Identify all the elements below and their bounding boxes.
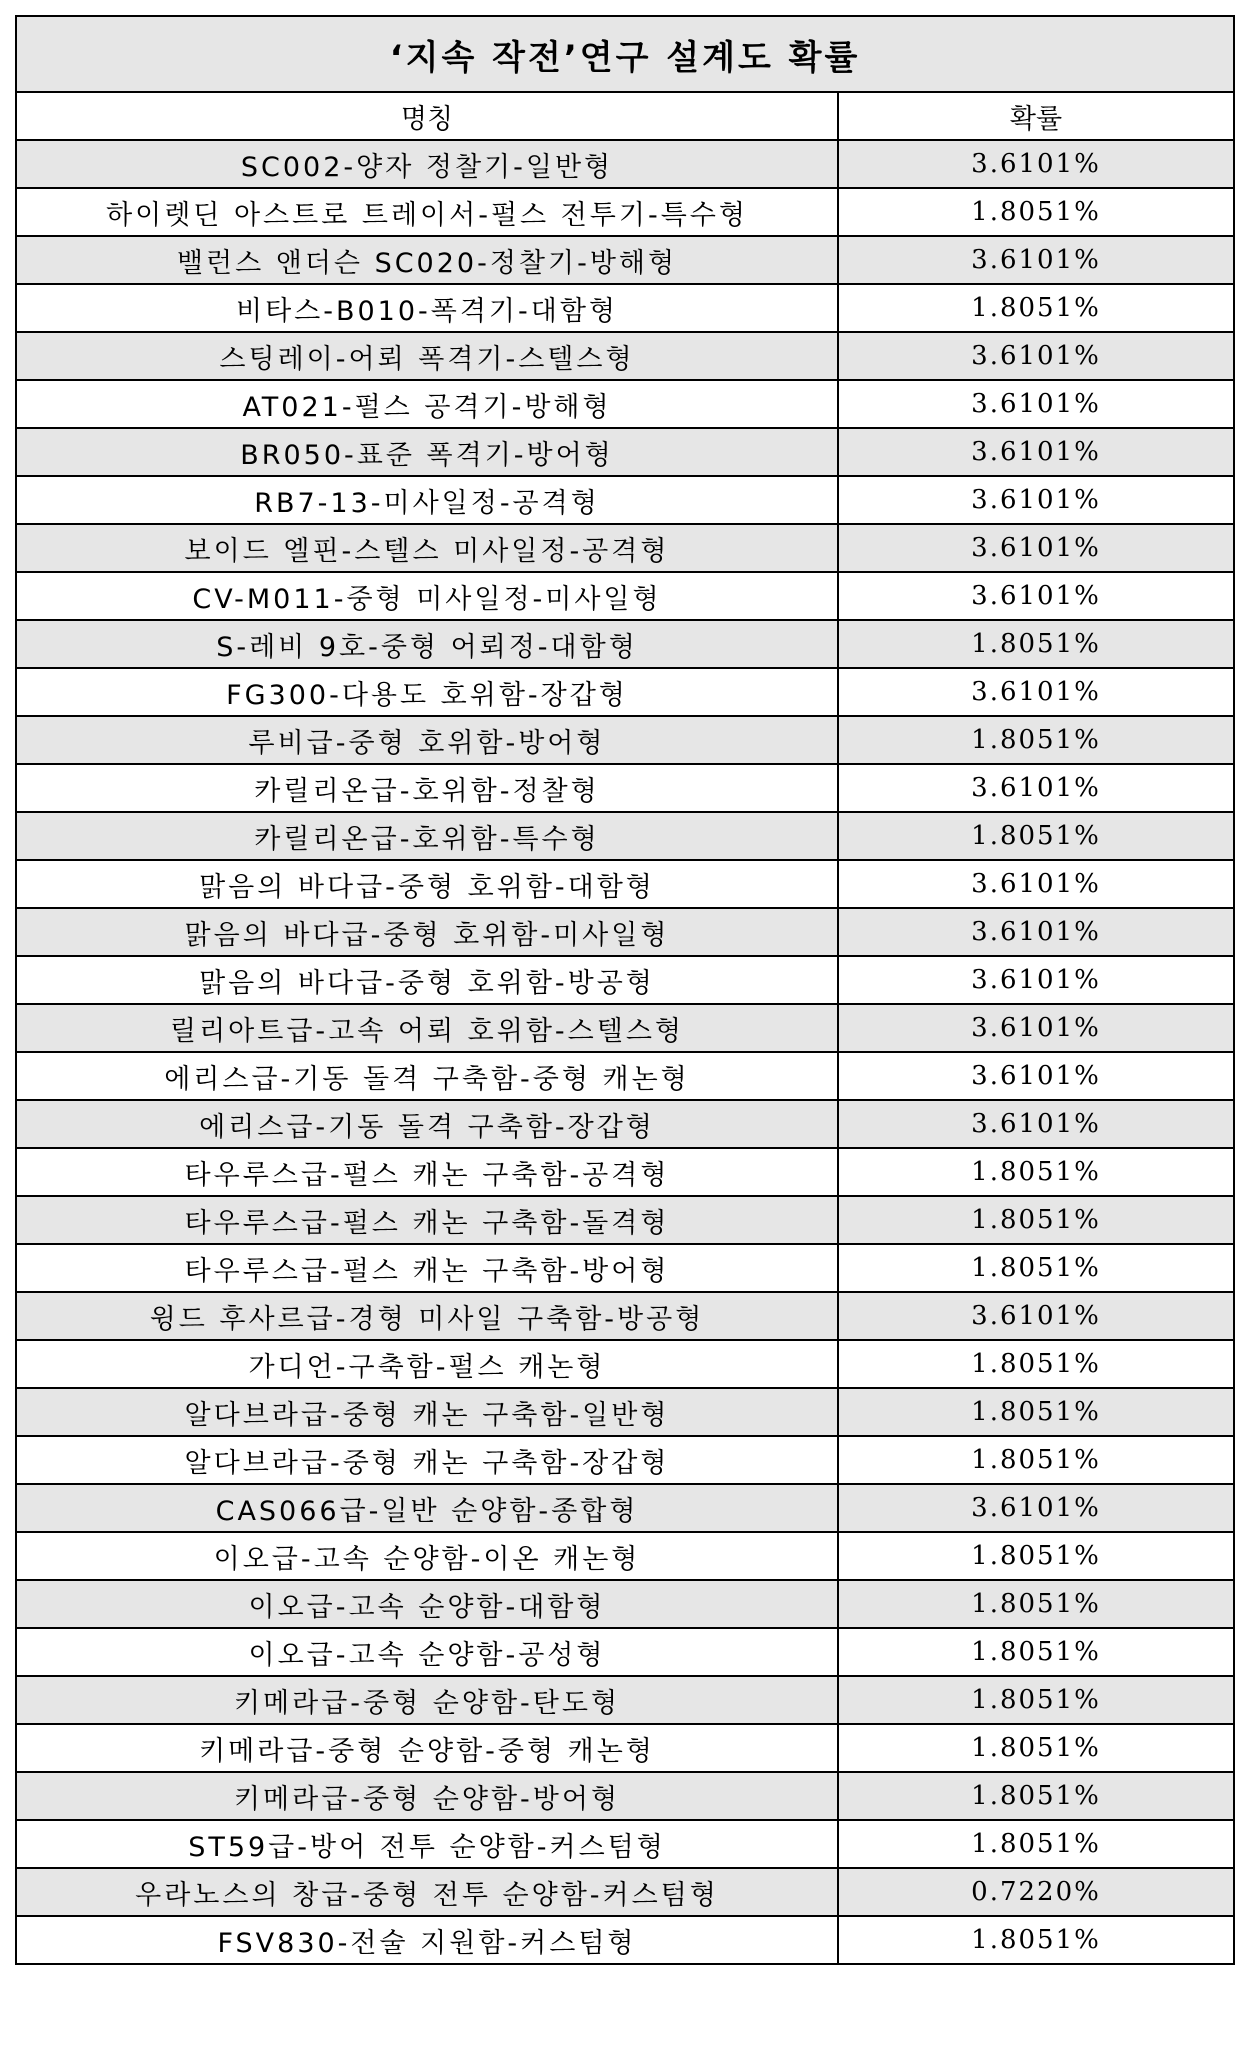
blueprint-probability-table	[15, 15, 1235, 1965]
probability-cell: 3.6101%	[838, 956, 1234, 1004]
table-row	[16, 476, 1234, 524]
blueprint-name-cell: 카릴리온급-호위함-정찰형	[16, 764, 838, 812]
probability-cell: 1.8051%	[838, 1340, 1234, 1388]
blueprint-name-cell: 스팅레이-어뢰 폭격기-스텔스형	[16, 332, 838, 380]
table-row	[16, 140, 1234, 188]
table-row	[16, 1676, 1234, 1724]
blueprint-name-cell: 에리스급-기동 돌격 구축함-장갑형	[16, 1100, 838, 1148]
blueprint-name-cell: SC002-양자 정찰기-일반형	[16, 140, 838, 188]
blueprint-name-cell: 에리스급-기동 돌격 구축함-중형 캐논형	[16, 1052, 838, 1100]
header-row	[16, 92, 1234, 140]
blueprint-name-cell: 윙드 후사르급-경형 미사일 구축함-방공형	[16, 1292, 838, 1340]
probability-cell: 1.8051%	[838, 284, 1234, 332]
table-row	[16, 1388, 1234, 1436]
blueprint-name-cell: CV-M011-중형 미사일정-미사일형	[16, 572, 838, 620]
blueprint-name-cell: S-레비 9호-중형 어뢰정-대함형	[16, 620, 838, 668]
blueprint-name-cell: 루비급-중형 호위함-방어형	[16, 716, 838, 764]
table-row	[16, 1532, 1234, 1580]
probability-cell: 1.8051%	[838, 1820, 1234, 1868]
table-row	[16, 1820, 1234, 1868]
table-row	[16, 668, 1234, 716]
table-row	[16, 716, 1234, 764]
probability-cell: 1.8051%	[838, 1580, 1234, 1628]
blueprint-name-cell: 키메라급-중형 순양함-방어형	[16, 1772, 838, 1820]
blueprint-name-cell: 맑음의 바다급-중형 호위함-미사일형	[16, 908, 838, 956]
probability-cell: 3.6101%	[838, 1484, 1234, 1532]
table-row	[16, 284, 1234, 332]
table-row	[16, 764, 1234, 812]
probability-cell: 3.6101%	[838, 572, 1234, 620]
blueprint-name-cell: CAS066급-일반 순양함-종합형	[16, 1484, 838, 1532]
probability-cell: 3.6101%	[838, 908, 1234, 956]
title-row	[16, 16, 1234, 92]
probability-cell: 1.8051%	[838, 1916, 1234, 1964]
table-row	[16, 1196, 1234, 1244]
probability-cell: 1.8051%	[838, 1244, 1234, 1292]
blueprint-name-cell: 가디언-구축함-펄스 캐논형	[16, 1340, 838, 1388]
blueprint-name-cell: 타우루스급-펄스 캐논 구축함-방어형	[16, 1244, 838, 1292]
probability-cell: 3.6101%	[838, 1292, 1234, 1340]
blueprint-name-cell: 알다브라급-중형 캐논 구축함-일반형	[16, 1388, 838, 1436]
probability-cell: 1.8051%	[838, 1436, 1234, 1484]
blueprint-name-cell: 알다브라급-중형 캐논 구축함-장갑형	[16, 1436, 838, 1484]
table-row	[16, 1484, 1234, 1532]
probability-cell: 3.6101%	[838, 332, 1234, 380]
probability-cell: 1.8051%	[838, 812, 1234, 860]
table-row	[16, 812, 1234, 860]
blueprint-name-cell: AT021-펄스 공격기-방해형	[16, 380, 838, 428]
blueprint-name-cell: 맑음의 바다급-중형 호위함-대함형	[16, 860, 838, 908]
probability-cell: 3.6101%	[838, 1052, 1234, 1100]
blueprint-name-cell: 밸런스 앤더슨 SC020-정찰기-방해형	[16, 236, 838, 284]
probability-cell: 1.8051%	[838, 1628, 1234, 1676]
probability-cell: 1.8051%	[838, 1196, 1234, 1244]
probability-cell: 3.6101%	[838, 524, 1234, 572]
table-row	[16, 1868, 1234, 1916]
table-row	[16, 1052, 1234, 1100]
table-row	[16, 1004, 1234, 1052]
probability-cell: 3.6101%	[838, 764, 1234, 812]
table-row	[16, 1772, 1234, 1820]
probability-cell: 3.6101%	[838, 860, 1234, 908]
blueprint-name-cell: 이오급-고속 순양함-대함형	[16, 1580, 838, 1628]
table-row	[16, 620, 1234, 668]
table-row	[16, 1916, 1234, 1964]
blueprint-name-cell: 맑음의 바다급-중형 호위함-방공형	[16, 956, 838, 1004]
blueprint-name-cell: 보이드 엘핀-스텔스 미사일정-공격형	[16, 524, 838, 572]
blueprint-name-cell: FSV830-전술 지원함-커스텀형	[16, 1916, 838, 1964]
name-column-header: 명칭	[16, 92, 838, 140]
table-row	[16, 1628, 1234, 1676]
blueprint-name-cell: 릴리아트급-고속 어뢰 호위함-스텔스형	[16, 1004, 838, 1052]
blueprint-name-cell: 우라노스의 창급-중형 전투 순양함-커스텀형	[16, 1868, 838, 1916]
blueprint-name-cell: 타우루스급-펄스 캐논 구축함-돌격형	[16, 1196, 838, 1244]
probability-cell: 1.8051%	[838, 1772, 1234, 1820]
blueprint-name-cell: RB7-13-미사일정-공격형	[16, 476, 838, 524]
probability-cell: 1.8051%	[838, 188, 1234, 236]
probability-cell: 3.6101%	[838, 140, 1234, 188]
table-row	[16, 1292, 1234, 1340]
blueprint-name-cell: 하이렛딘 아스트로 트레이서-펄스 전투기-특수형	[16, 188, 838, 236]
probability-cell: 1.8051%	[838, 1388, 1234, 1436]
table-row	[16, 188, 1234, 236]
table-row	[16, 572, 1234, 620]
table-row	[16, 380, 1234, 428]
blueprint-name-cell: ST59급-방어 전투 순양함-커스텀형	[16, 1820, 838, 1868]
blueprint-name-cell: 이오급-고속 순양함-공성형	[16, 1628, 838, 1676]
table-row	[16, 332, 1234, 380]
probability-cell: 3.6101%	[838, 476, 1234, 524]
probability-column-header: 확률	[838, 92, 1234, 140]
probability-cell: 3.6101%	[838, 236, 1234, 284]
table-row	[16, 524, 1234, 572]
table-row	[16, 428, 1234, 476]
blueprint-probability-table-container	[15, 15, 1233, 1965]
blueprint-name-cell: 타우루스급-펄스 캐논 구축함-공격형	[16, 1148, 838, 1196]
table-row	[16, 1148, 1234, 1196]
table-row	[16, 956, 1234, 1004]
table-row	[16, 1724, 1234, 1772]
table-row	[16, 1340, 1234, 1388]
table-row	[16, 1436, 1234, 1484]
table-row	[16, 908, 1234, 956]
probability-cell: 3.6101%	[838, 668, 1234, 716]
probability-cell: 1.8051%	[838, 1724, 1234, 1772]
probability-cell: 3.6101%	[838, 1100, 1234, 1148]
probability-cell: 3.6101%	[838, 380, 1234, 428]
probability-cell: 1.8051%	[838, 1676, 1234, 1724]
blueprint-name-cell: BR050-표준 폭격기-방어형	[16, 428, 838, 476]
probability-cell: 1.8051%	[838, 620, 1234, 668]
table-row	[16, 1244, 1234, 1292]
table-row	[16, 1580, 1234, 1628]
table-row	[16, 1100, 1234, 1148]
blueprint-name-cell: 이오급-고속 순양함-이온 캐논형	[16, 1532, 838, 1580]
blueprint-name-cell: FG300-다용도 호위함-장갑형	[16, 668, 838, 716]
probability-cell: 3.6101%	[838, 1004, 1234, 1052]
probability-cell: 1.8051%	[838, 716, 1234, 764]
table-title: ‘지속 작전’연구 설계도 확률	[16, 16, 1234, 92]
blueprint-name-cell: 카릴리온급-호위함-특수형	[16, 812, 838, 860]
table-row	[16, 860, 1234, 908]
probability-cell: 0.7220%	[838, 1868, 1234, 1916]
probability-cell: 3.6101%	[838, 428, 1234, 476]
blueprint-name-cell: 키메라급-중형 순양함-중형 캐논형	[16, 1724, 838, 1772]
probability-cell: 1.8051%	[838, 1148, 1234, 1196]
table-body	[16, 140, 1234, 1964]
table-row	[16, 236, 1234, 284]
blueprint-name-cell: 비타스-B010-폭격기-대함형	[16, 284, 838, 332]
probability-cell: 1.8051%	[838, 1532, 1234, 1580]
blueprint-name-cell: 키메라급-중형 순양함-탄도형	[16, 1676, 838, 1724]
